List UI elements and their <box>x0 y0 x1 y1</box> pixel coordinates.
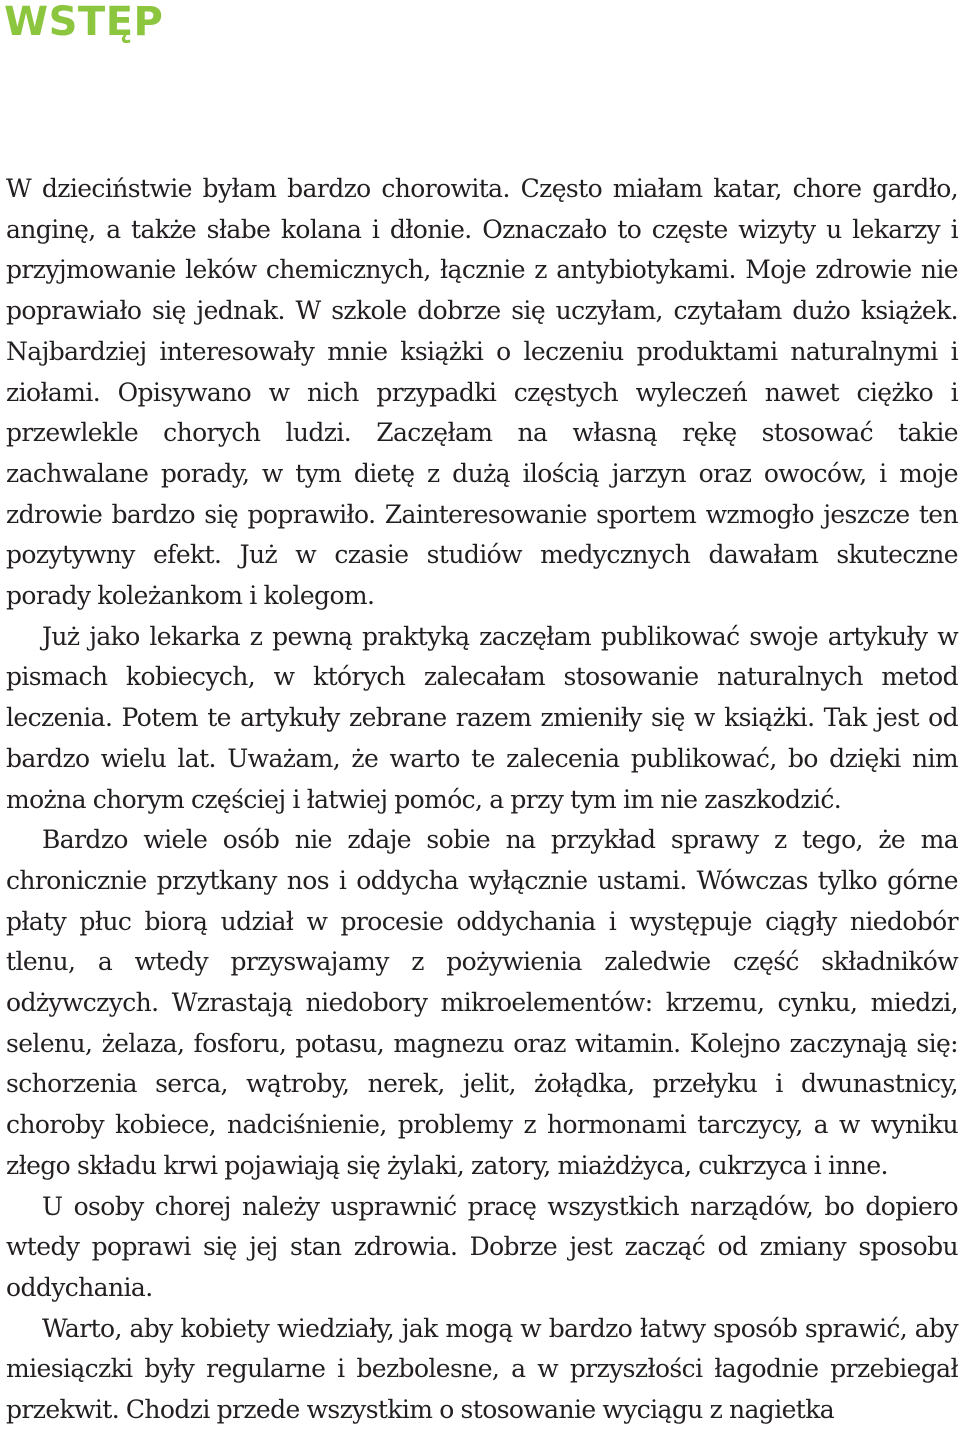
paragraph-1: W dzieciństwie byłam bardzo chorowita. Często miałam katar, chore gardło, anginę, a także słabe kolana i dłonie. Oznaczało to częste wizyty u lekarzy i przyjmowanie leków chemicznych, łącznie z antybiotykami. Moje zdrowie nie poprawiało się jednak. W szkole dobrze się uczyłam, czytałam dużo książek. Najbardziej interesowały mnie książki o leczeniu produktami naturalnymi i ziołami. Opisywano w nich przypadki częstych wyleczeń nawet ciężko i przewlekle chorych ludzi. Zaczęłam na własną rękę stosować takie zachwalane porady, w tym dietę z dużą ilością jarzyn oraz owoców, i moje zdrowie bardzo się poprawiło. Zainteresowanie sportem wzmogło jeszcze ten pozytywny efekt. Już w czasie studiów medycznych dawałam skuteczne porady koleżankom i kolegom. <box>6 174 958 611</box>
paragraph-5: Warto, aby kobiety wiedziały, jak mogą w bardzo łatwy sposób sprawić, aby miesiączki były regularne i bezbolesne, a w przyszłości łagodnie przebiegał przekwit. Chodzi przede wszystkim o stosowanie wyciągu z nagietka <box>6 1313 958 1425</box>
paragraph-3: Bardzo wiele osób nie zdaje sobie na przykład sprawy z tego, że ma chronicznie przytkany nos i oddycha wyłącznie ustami. Wówczas tylko górne płaty płuc biorą udział w procesie oddychania i występuje ciągły niedobór tlenu, a wtedy przyswajamy z pożywienia zaledwie część składników odżywczych. Wzrastają niedobory mikroelementów: krzemu, cynku, miedzi, selenu, żelaza, fosforu, potasu, magnezu oraz witamin. Kolejno zaczynają się: schorzenia serca, wątroby, nerek, jelit, żołądka, przełyku i dwunastnicy, choroby kobiece, nadciśnienie, problemy z hormonami tarczycy, a w wyniku złego składu krwi pojawiają się żylaki, zatory, miażdżyca, cukrzyca i inne. <box>6 825 958 1180</box>
chapter-heading: WSTĘP <box>4 0 164 45</box>
chapter-body <box>6 169 958 1431</box>
paragraph-4: U osoby chorej należy usprawnić pracę wszystkich narządów, bo dopiero wtedy poprawi się jej stan zdrowia. Dobrze jest zacząć od zmiany sposobu oddychania. <box>6 1191 958 1302</box>
paragraph-2: Już jako lekarka z pewną praktyką zaczęłam publikować swoje artykuły w pismach kobiecych, w których zalecałam stosowanie naturalnych metod leczenia. Potem te artykuły zebrane razem zmieniły się w książki. Tak jest od bardzo wielu lat. Uważam, że warto te zalecenia publikować, bo dzięki nim można chorym częściej i łatwiej pomóc, a przy tym im nie zaszkodzić. <box>6 621 958 814</box>
